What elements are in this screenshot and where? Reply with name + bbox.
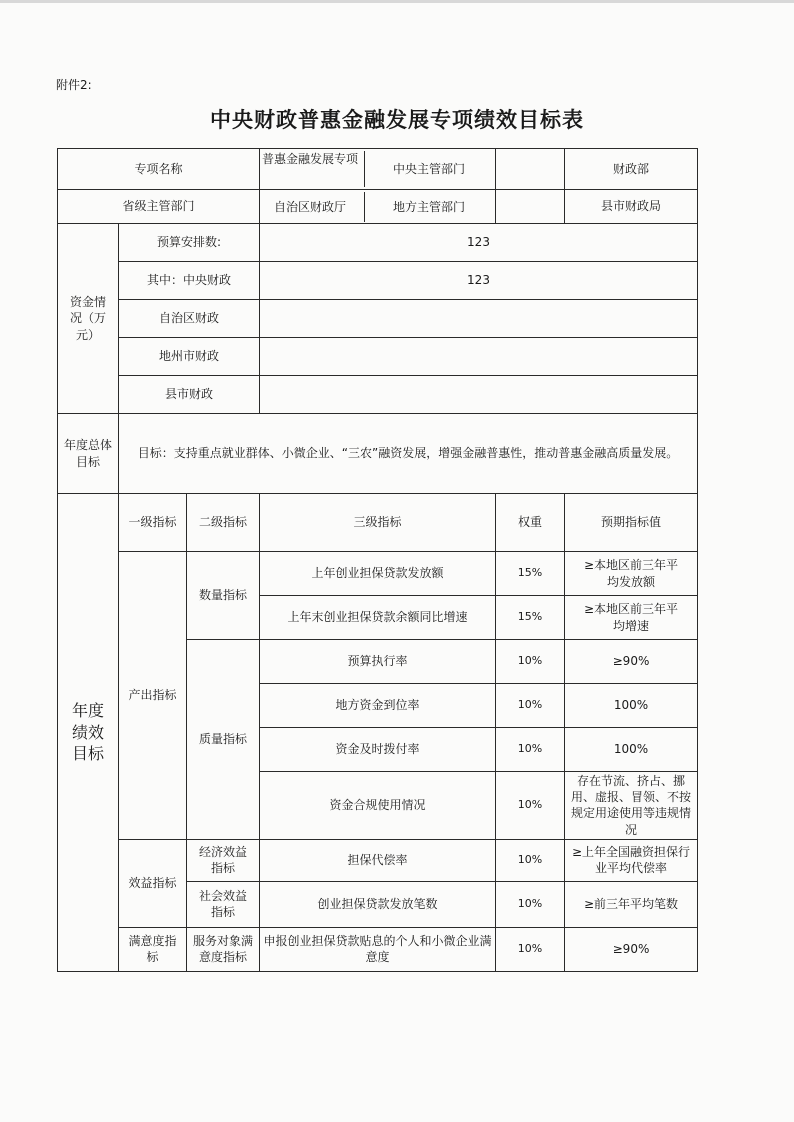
local-dept-blank [496, 190, 565, 224]
attachment-label: 附件2: [56, 78, 92, 92]
group-service-satisfaction [187, 927, 260, 971]
central-dept-label: 中央主管部门 [364, 151, 493, 187]
provincial-dept-text: 自治区财政厅 [273, 199, 346, 214]
funding-section-label [58, 224, 119, 414]
scan-edge [0, 0, 794, 3]
funding-row-value: 123 [260, 224, 698, 262]
indicator-value [565, 596, 698, 640]
performance-table [57, 148, 698, 972]
indicator-name: 资金合规使用情况 [260, 772, 496, 840]
indicator-name: 担保代偿率 [260, 839, 496, 881]
indicator-name: 地方资金到位率 [260, 684, 496, 728]
funding-row-label: 县市财政 [119, 376, 260, 414]
indicator-value: ≥前三年平均笔数 [565, 881, 698, 927]
indicator-value: 存在节流、挤占、挪用、虚报、冒领、不按规定用途使用等违规情况 [565, 772, 698, 840]
group-social [187, 881, 260, 927]
funding-row-label: 其中：中央财政 [119, 262, 260, 300]
annual-goal-text: 目标：支持重点就业群体、小微企业、“三农”融资发展，增强金融普惠性，推动普惠金融高质量发展。 [119, 414, 698, 494]
indicator-weight: 10% [496, 640, 565, 684]
indicators-section-text: 年度绩效目标 [71, 700, 104, 764]
indicator-value [565, 552, 698, 596]
group-satisfaction-text: 满意度指标 [128, 934, 177, 965]
funding-row-value [260, 338, 698, 376]
indicator-weight: 10% [496, 684, 565, 728]
local-dept-label: 地方主管部门 [364, 192, 493, 222]
indicator-value: ≥90% [565, 927, 698, 971]
funding-section-text: 资金情况（万元） [69, 295, 106, 342]
group-output: 产出指标 [119, 552, 187, 840]
indicator-weight: 10% [496, 772, 565, 840]
indicator-weight: 10% [496, 881, 565, 927]
indicator-value-text: ≥本地区前三年平均发放额 [583, 558, 679, 589]
indicator-name: 创业担保贷款发放笔数 [260, 881, 496, 927]
annual-goal-label-text: 年度总体目标 [63, 438, 112, 469]
indicator-weight: 15% [496, 552, 565, 596]
local-dept-value: 县市财政局 [565, 190, 698, 224]
indicator-value-text: ≥本地区前三年平均增速 [583, 602, 679, 633]
annual-goal-label [58, 414, 119, 494]
group-satisfaction [119, 927, 187, 971]
indicator-name: 资金及时拨付率 [260, 728, 496, 772]
indicator-name: 申报创业担保贷款贴息的个人和小微企业满意度 [260, 927, 496, 971]
provincial-dept-label: 省级主管部门 [58, 190, 260, 224]
header-level2: 二级指标 [187, 494, 260, 552]
group-economic [187, 839, 260, 881]
group-economic-text: 经济效益指标 [198, 845, 247, 876]
header-level3: 三级指标 [260, 494, 496, 552]
group-service-satisfaction-text: 服务对象满意度指标 [192, 934, 253, 965]
indicators-section-label [58, 494, 119, 972]
funding-row-value [260, 300, 698, 338]
indicator-name: 预算执行率 [260, 640, 496, 684]
group-social-text: 社会效益指标 [198, 889, 247, 920]
indicator-weight: 15% [496, 596, 565, 640]
header-expected: 预期指标值 [565, 494, 698, 552]
project-name-label: 专项名称 [58, 149, 260, 190]
central-dept-blank [496, 149, 565, 190]
header-level1: 一级指标 [119, 494, 187, 552]
document-title: 中央财政普惠金融发展专项绩效目标表 [210, 107, 584, 132]
indicator-name: 上年末创业担保贷款余额同比增速 [260, 596, 496, 640]
header-weight: 权重 [496, 494, 565, 552]
group-benefit: 效益指标 [119, 839, 187, 927]
indicator-value: ≥上年全国融资担保行业平均代偿率 [565, 839, 698, 881]
funding-row-label: 自治区财政 [119, 300, 260, 338]
central-dept-value: 财政部 [565, 149, 698, 190]
indicator-value: 100% [565, 684, 698, 728]
indicator-value: ≥90% [565, 640, 698, 684]
provincial-dept-value [260, 190, 496, 224]
indicator-value: 100% [565, 728, 698, 772]
indicator-weight: 10% [496, 728, 565, 772]
funding-row-value [260, 376, 698, 414]
project-name-value [260, 149, 496, 190]
funding-row-value: 123 [260, 262, 698, 300]
funding-row-label: 预算安排数: [119, 224, 260, 262]
project-name-text: 普惠金融发展专项 [262, 152, 359, 166]
indicator-weight: 10% [496, 839, 565, 881]
group-quantity: 数量指标 [187, 552, 260, 640]
funding-row-label: 地州市财政 [119, 338, 260, 376]
indicator-name: 上年创业担保贷款发放额 [260, 552, 496, 596]
indicator-weight: 10% [496, 927, 565, 971]
group-quality: 质量指标 [187, 640, 260, 840]
